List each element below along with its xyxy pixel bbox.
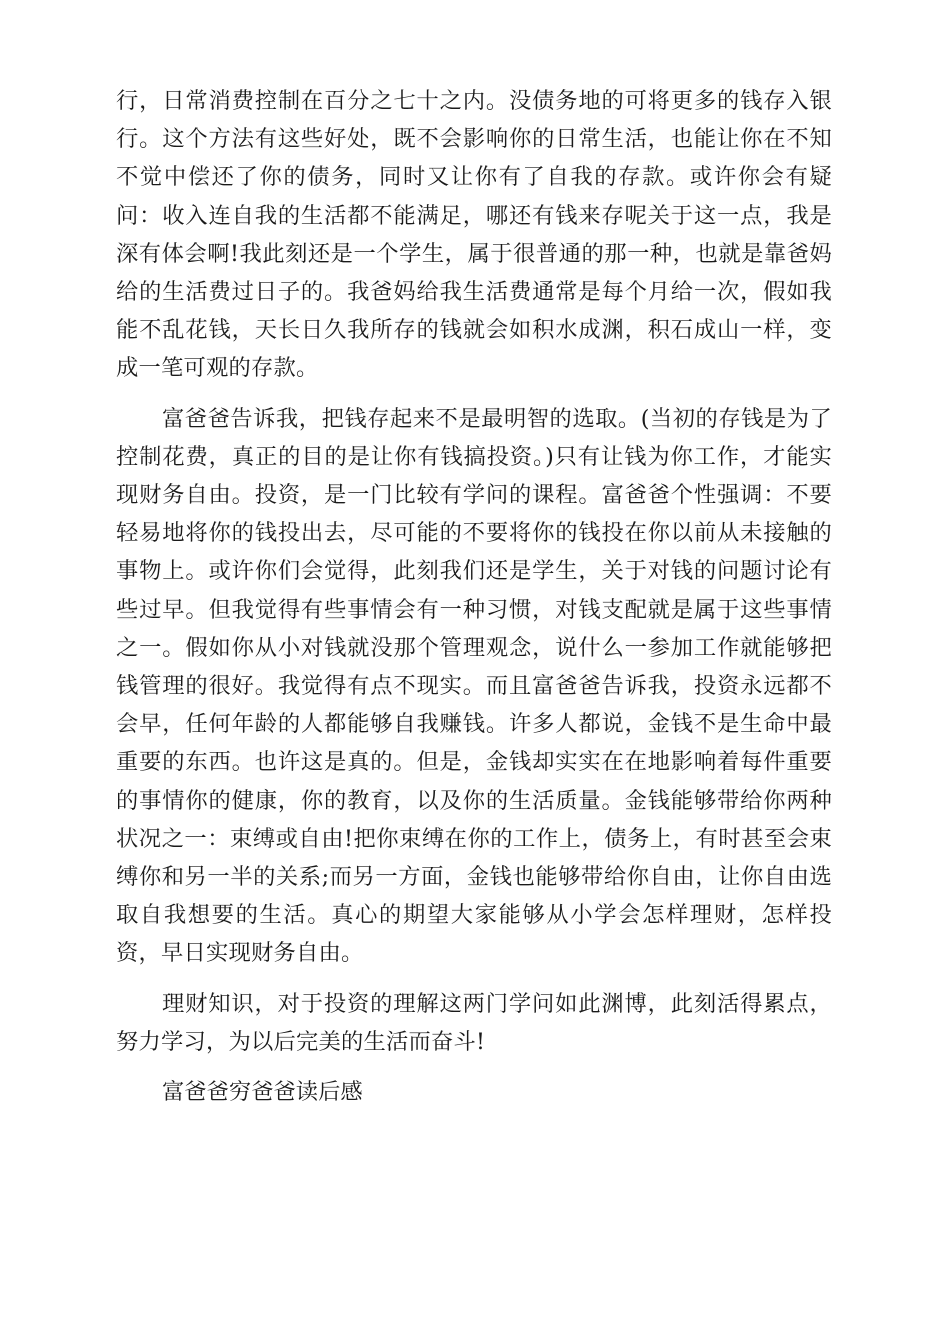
paragraph-2: 富爸爸告诉我，把钱存起来不是最明智的选取。(当初的存钱是为了控制花费，真正的目的是让你有钱搞投资。)只有让钱为你工作，才能实现财务自由。投资，是一门比较有学问的课程。富爸爸个性强调：不要轻易地将你的钱投出去，尽可能的不要将你的钱投在你以前从未接触的事物上。或许你们会觉得，此刻我们还是学生，关于对钱的问题讨论有些过早。但我觉得有些事情会有一种习惯，对钱支配就是属于这些事情之一。假如你从小对钱就没那个管理观念，说什么一参加工作就能够把钱管理的很好。我觉得有点不现实。而且富爸爸告诉我，投资永远都不会早，任何年龄的人都能够自我赚钱。许多人都说，金钱不是生命中最重要的东西。也许这是真的。但是，金钱却实实在在地影响着每件重要的事情你的健康，你的教育，以及你的生活质量。金钱能够带给你两种状况之一：束缚或自由!把你束缚在你的工作上，债务上，有时甚至会束缚你和另一半的关系;而另一方面，金钱也能够带给你自由，让你自由选取自我想要的生活。真心的期望大家能够从小学会怎样理财，怎样投资，早日实现财务自由。 bbox=[116, 405, 832, 967]
next-section-title: 富爸爸穷爸爸读后感 bbox=[162, 1079, 363, 1106]
document-page bbox=[116, 82, 832, 1111]
paragraph-3: 理财知识，对于投资的理解这两门学问如此渊博，此刻活得累点，努力学习，为以后完美的生活而奋斗! bbox=[116, 990, 832, 1055]
paragraph-1: 行，日常消费控制在百分之七十之内。没债务地的可将更多的钱存入银行。这个方法有这些好处，既不会影响你的日常生活，也能让你在不知不觉中偿还了你的债务，同时又让你有了自我的存款。或许你会有疑问：收入连自我的生活都不能满足，哪还有钱来存呢关于这一点，我是深有体会啊!我此刻还是一个学生，属于很普通的那一种，也就是靠爸妈给的生活费过日子的。我爸妈给我生活费通常是每个月给一次，假如我能不乱花钱，天长日久我所存的钱就会如积水成渊，积石成山一样，变成一笔可观的存款。 bbox=[116, 88, 832, 382]
